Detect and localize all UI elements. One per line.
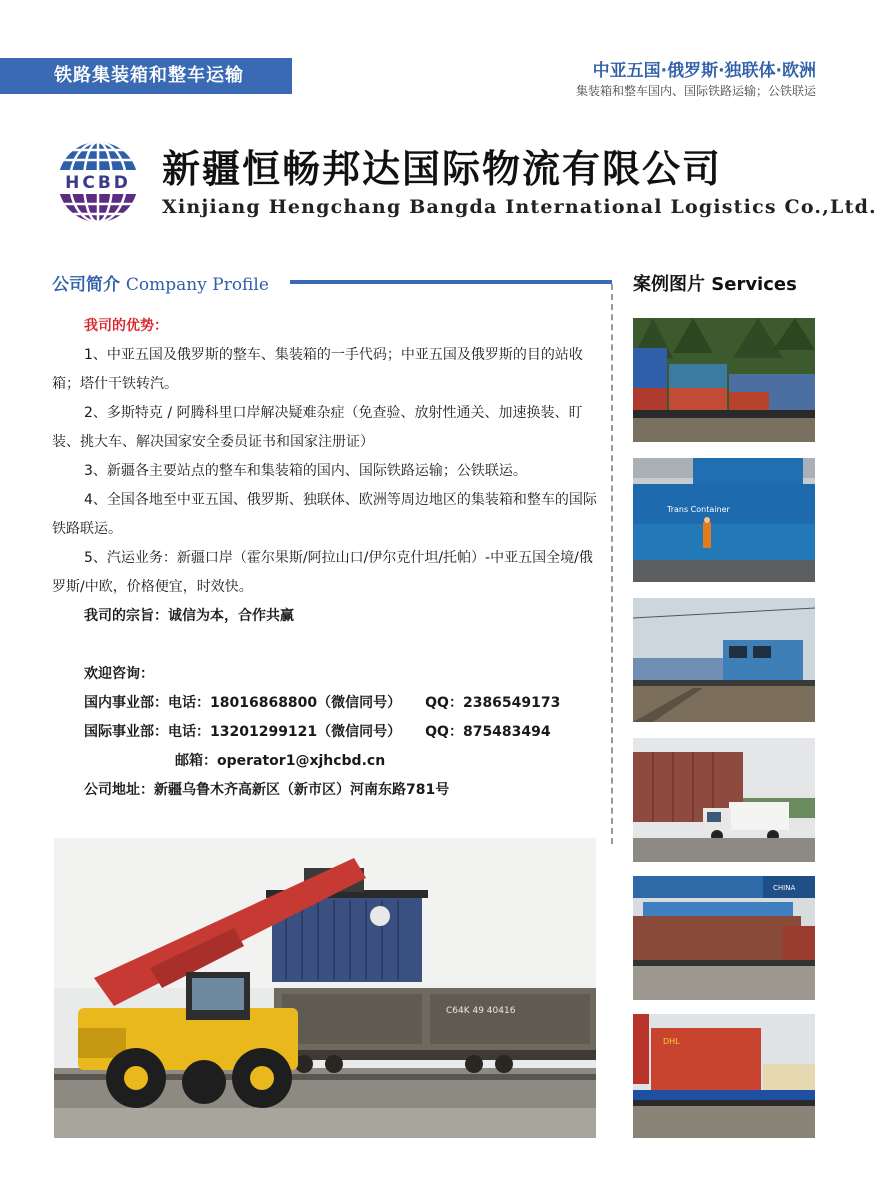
- header-banner: 铁路集装箱和整车运输: [0, 58, 292, 94]
- advantage-item-2: 2、多斯特克 / 阿腾科里口岸解决疑难杂症（免查验、放射性通关、加速换装、盯装、挑大车、解决国家安全委员证书和国家注册证）: [52, 405, 583, 450]
- advantage-item-1: 1、中亚五国及俄罗斯的整车、集装箱的一手代码；中亚五国及俄罗斯的目的站收箱；塔什干铁转汽。: [52, 347, 583, 392]
- company-mission: 我司的宗旨：诚信为本，合作共赢: [84, 608, 294, 624]
- service-photo-3: [633, 598, 815, 722]
- service-photo-5: [633, 876, 815, 1000]
- column-divider: [611, 284, 613, 844]
- globe-logo-icon: [52, 140, 144, 224]
- international-phone: 国际事业部：电话：13201299121（微信同号）: [84, 724, 402, 740]
- advantage-item-4: 4、全国各地至中亚五国、俄罗斯、独联体、欧洲等周边地区的集装箱和整车的国际铁路联运。: [52, 492, 597, 537]
- contact-international: [52, 718, 600, 747]
- domestic-phone: 国内事业部：电话：18016868800（微信同号）: [84, 695, 402, 711]
- domestic-qq: QQ：2386549173: [425, 695, 561, 711]
- profile-section-title: [52, 270, 269, 295]
- company-logo: [52, 140, 144, 224]
- service-photo-1: [633, 318, 815, 442]
- china-container-label: CHINA: [773, 884, 796, 892]
- section-divider: [290, 280, 612, 284]
- profile-title-cn: 公司简介: [52, 275, 120, 295]
- advantage-item-5: 5、汽运业务：新疆口岸（霍尔果斯/阿拉山口/伊尔克什坦/托帕）-中亚五国全境/俄罗斯/中欧，价格便宜，时效快。: [52, 550, 593, 595]
- dhl-container-label: DHL: [663, 1037, 680, 1046]
- service-photo-4: [633, 738, 815, 862]
- tagline-subtitle: 集装箱和整车国内、国际铁路运输；公铁联运: [575, 84, 816, 98]
- trans-container-label: Trans Container: [667, 505, 730, 514]
- tagline-title: 中亚五国·俄罗斯·独联体·欧洲: [592, 61, 816, 81]
- service-photo-6: [633, 1014, 815, 1138]
- advantages-title: 我司的优势：: [84, 318, 168, 334]
- contact-domestic: [52, 689, 600, 718]
- services-title: 案例图片 Services: [633, 274, 797, 295]
- contact-email: 邮箱：operator1@xjhcbd.cn: [175, 753, 386, 769]
- main-photo-reach-stacker: [54, 838, 596, 1138]
- company-address: 公司地址：新疆乌鲁木齐高新区（新市区）河南东路781号: [84, 782, 450, 798]
- railcar-label: C64K 49 40416: [446, 1006, 516, 1016]
- profile-title-en: Company Profile: [125, 275, 269, 295]
- contact-email-row: [52, 747, 600, 776]
- advantage-item-3: 3、新疆各主要站点的整车和集装箱的国内、国际铁路运输；公铁联运。: [84, 463, 527, 479]
- international-qq: QQ：875483494: [425, 724, 551, 740]
- contact-welcome: 欢迎咨询：: [84, 666, 154, 682]
- service-photo-2: [633, 458, 815, 582]
- company-name-en: Xinjiang Hengchang Bangda International Logistics Co.,Ltd.: [162, 196, 877, 218]
- profile-content: [52, 312, 600, 805]
- logo-text: HCBD: [65, 173, 131, 193]
- company-name-cn: 新疆恒畅邦达国际物流有限公司: [162, 147, 723, 191]
